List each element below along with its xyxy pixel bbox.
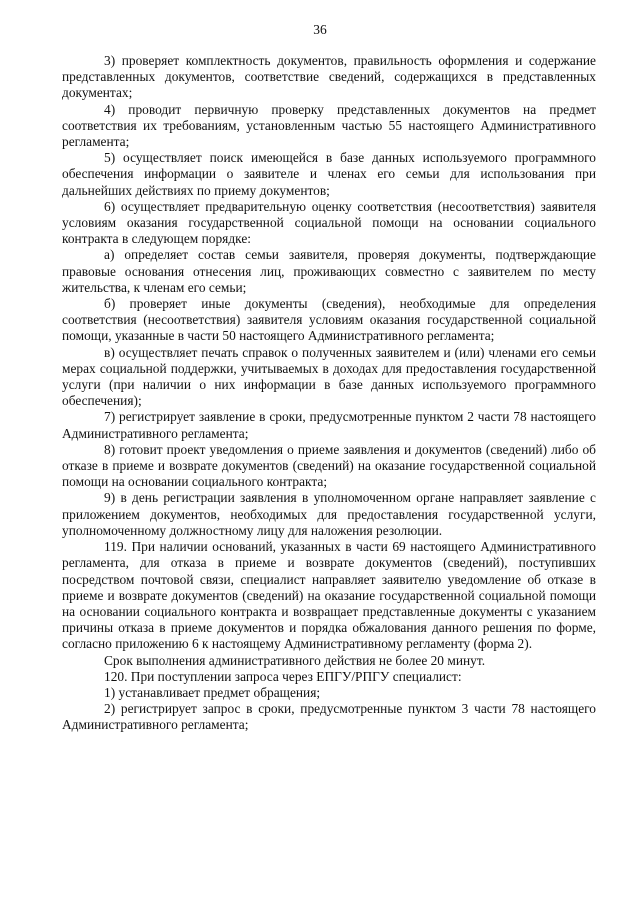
paragraph: 4) проводит первичную проверку представленных документов на предмет соответствия их требованиям, установленным частью 55 настоящего Административного регламента; [62,101,596,150]
paragraph: 7) регистрирует заявление в сроки, предусмотренные пунктом 2 части 78 настоящего Административного регламента; [62,409,596,441]
paragraph: Срок выполнения административного действия не более 20 минут. [104,652,486,668]
paragraph: б) проверяет иные документы (сведения), необходимые для определения соответствия (несоответствия) заявителя условиям оказания государственной социальной помощи, указанные в части 50 настоящего Административного регламента; [62,296,596,344]
paragraph: 120. При поступлении запроса через ЕПГУ/РПГУ специалист: [104,668,462,684]
paragraph: а) определяет состав семьи заявителя, проверяя документы, подтверждающие правовые основания отнесения лиц, проживающих совместно с заявителем по месту жительства, к членам его семьи; [62,247,596,295]
paragraph: 9) в день регистрации заявления в уполномоченном органе направляет заявление с приложением документов, необходимых для предоставления государственной услуги, уполномоченному должностному лицу для наложения резолюции. [62,490,596,538]
page-number: 36 [313,22,327,37]
document-body [62,53,596,734]
paragraph: 2) регистрирует запрос в сроки, предусмотренные пунктом 3 части 78 настоящего Административного регламента; [62,701,596,733]
paragraph: 8) готовит проект уведомления о приеме заявления и документов (сведений) либо об отказе в приеме и возврате документов (сведений) на оказание государственной социальной помощи на основании социального контракта; [62,441,596,490]
paragraph: 5) осуществляет поиск имеющейся в базе данных используемого программного обеспечения информации о заявителе и членах его семьи для использования при дальнейших действиях по приему документов; [62,150,596,198]
paragraph: 119. При наличии оснований, указанных в части 69 настоящего Административного регламента, для отказа в приеме и возврате документов (сведений), поступивших посредством почтовой связи, специалист направляет заявителю уведомление об отказе в приеме и возврате документов (сведений) на оказание государственной социальной помощи на основании социального контракта и возвращает представленные документы с указанием причины отказа в приеме документов и порядка обжалования данного решения по форме, согласно приложению 6 к настоящему Административному регламенту (форма 2). [62,539,596,652]
paragraph: 1) устанавливает предмет обращения; [104,684,321,700]
paragraph: 3) проверяет комплектность документов, правильность оформления и содержание представленных документов, соответствие сведений, содержащихся в представленных документах; [62,53,596,101]
paragraph: в) осуществляет печать справок о полученных заявителем и (или) членами его семьи мерах социальной поддержки, учитываемых в доходах для предоставления государственной услуги (при наличии о них информации в базе данных используемого программного обеспечения); [62,344,596,409]
paragraph: 6) осуществляет предварительную оценку соответствия (несоответствия) заявителя условиям оказания государственной социальной помощи на основании социального контракта в следующем порядке: [62,198,596,247]
